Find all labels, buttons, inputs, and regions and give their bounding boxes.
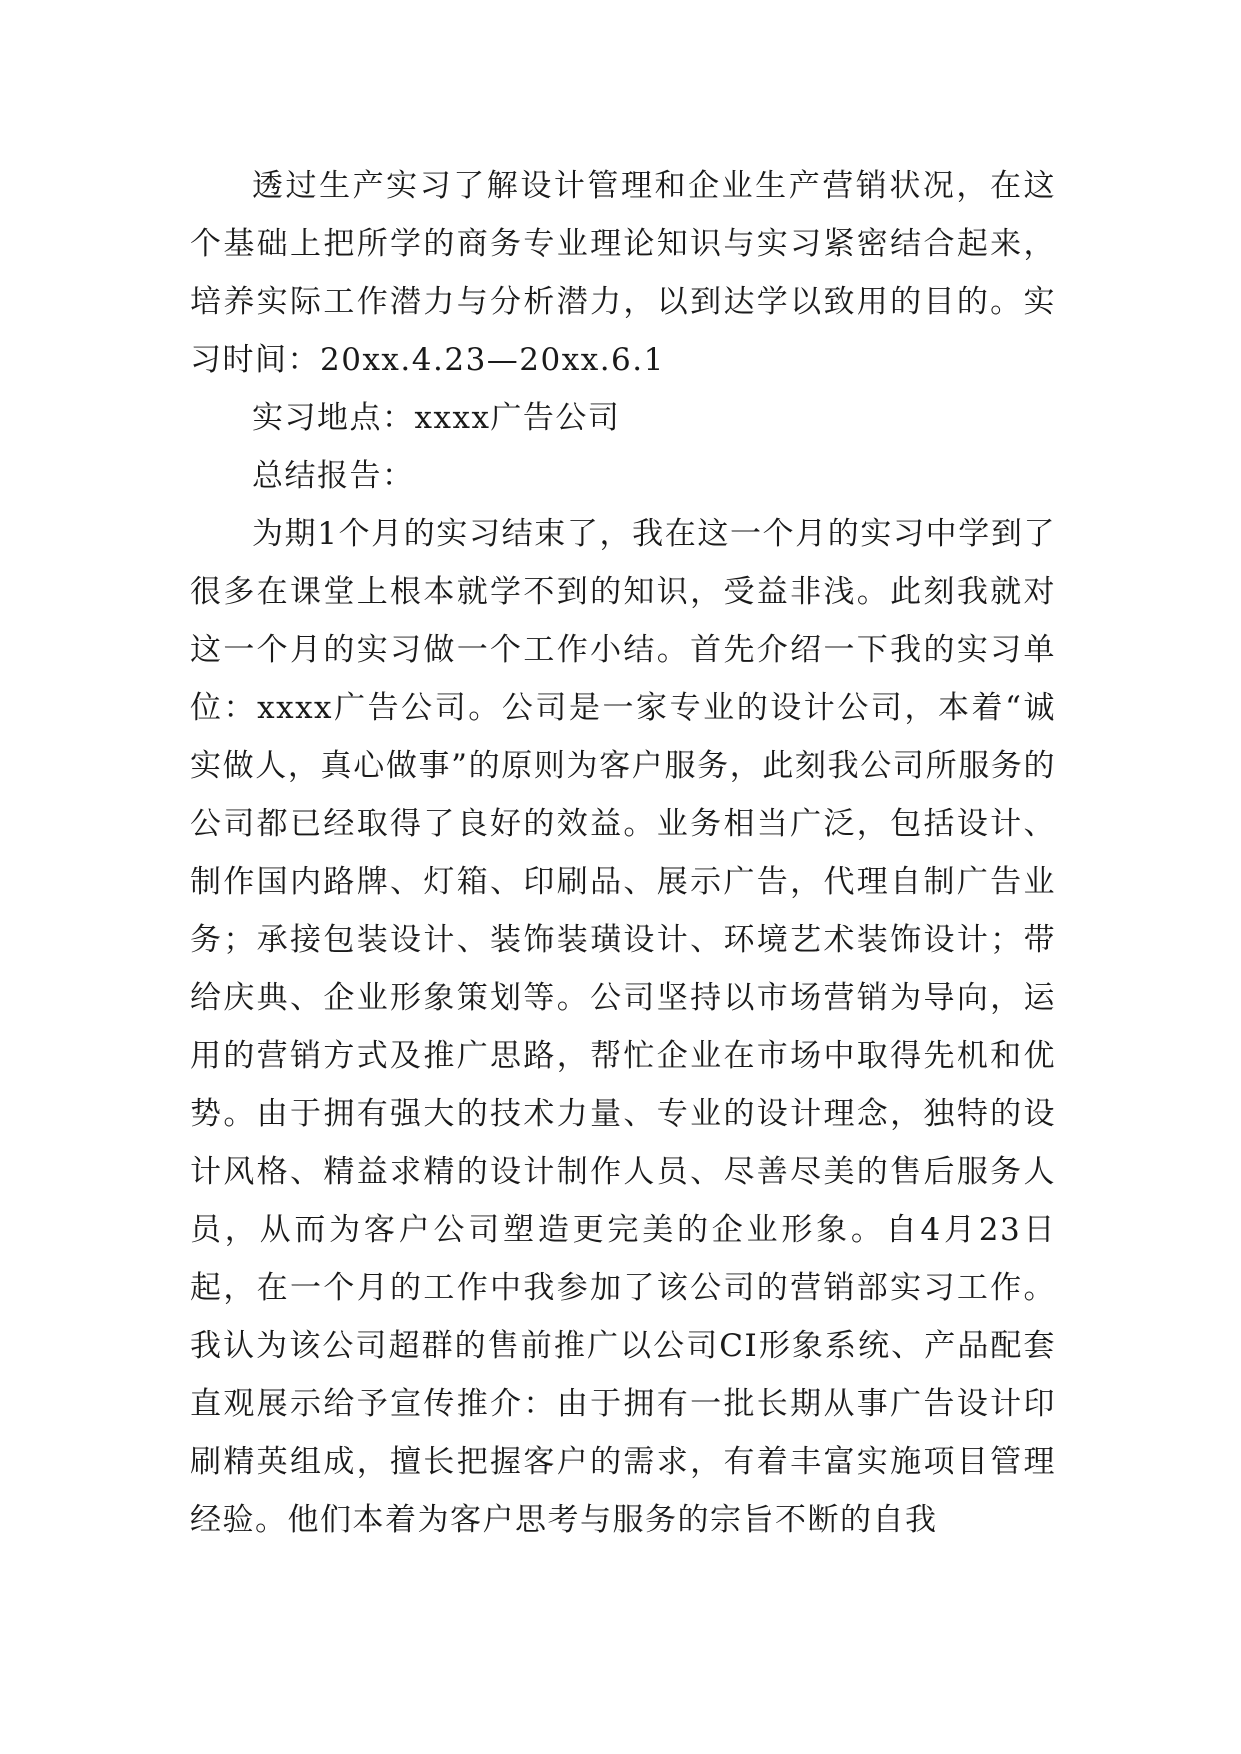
document-body <box>190 157 1056 1549</box>
paragraph-location: 实习地点：xxxx广告公司 <box>252 400 621 436</box>
paragraph-report-heading: 总结报告： <box>252 458 415 494</box>
paragraph-purpose: 透过生产实习了解设计管理和企业生产营销状况，在这个基础上把所学的商务专业理论知识与实习紧密结合起来，培养实际工作潜力与分析潜力，以到达学以致用的目的。实习时间：20xx.4.23—20xx.6.1 <box>190 168 1056 378</box>
paragraph-report-body: 为期1个月的实习结束了，我在这一个月的实习中学到了很多在课堂上根本就学不到的知识，受益非浅。此刻我就对这一个月的实习做一个工作小结。首先介绍一下我的实习单位：xxxx广告公司。公司是一家专业的设计公司，本着“诚实做人，真心做事”的原则为客户服务，此刻我公司所服务的公司都已经取得了良好的效益。业务相当广泛，包括设计、制作国内路牌、灯箱、印刷品、展示广告，代理自制广告业务；承接包装设计、装饰装璜设计、环境艺术装饰设计；带给庆典、企业形象策划等。公司坚持以市场营销为导向，运用的营销方式及推广思路，帮忙企业在市场中取得先机和优势。由于拥有强大的技术力量、专业的设计理念，独特的设计风格、精益求精的设计制作人员、尽善尽美的售后服务人员，从而为客户公司塑造更完美的企业形象。自4月23日起，在一个月的工作中我参加了该公司的营销部实习工作。我认为该公司超群的售前推广以公司CI形象系统、产品配套直观展示给予宣传推介：由于拥有一批长期从事广告设计印刷精英组成，擅长把握客户的需求，有着丰富实施项目管理经验。他们本着为客户思考与服务的宗旨不断的自我 <box>190 516 1056 1538</box>
